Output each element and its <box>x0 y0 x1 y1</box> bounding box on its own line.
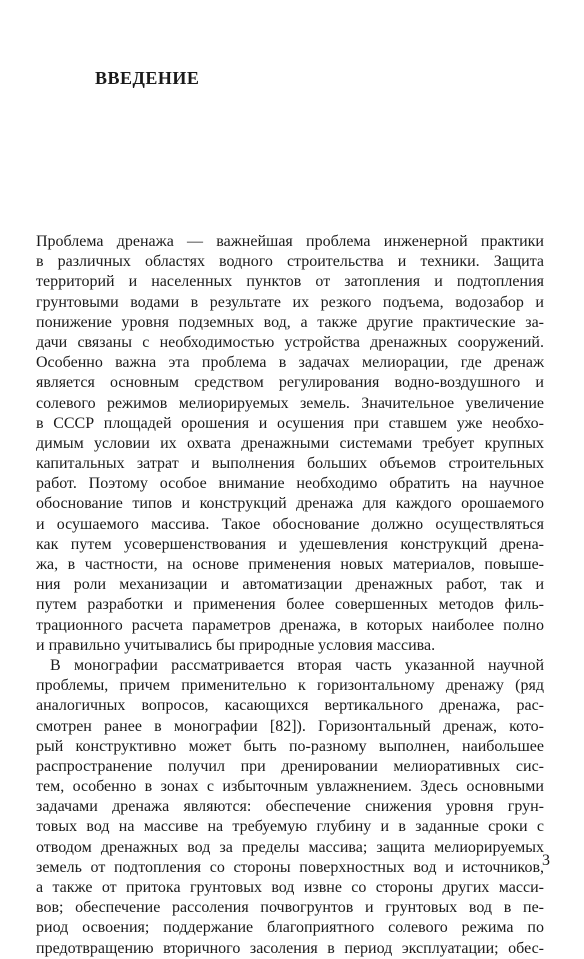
text-line: ния роли механизации и автоматизации дренажных работ, так и <box>36 576 544 594</box>
text-line: земель от подтопления со стороны поверхностных вод и источников, <box>36 858 544 876</box>
text-line: товых вод на массиве на требуемую глубину и в заданные сроки с <box>36 818 544 836</box>
text-line: а также от притока грунтовых вод извне со стороны других масси- <box>36 879 544 896</box>
text-line: в различных областях водного строительства и техники. Защита <box>36 253 544 271</box>
text-line: является основным средством регулирования водно-воздушного и <box>36 374 544 392</box>
text-line: в СССР площадей орошения и осушения при ставшем уже необхо- <box>36 414 544 432</box>
text-line: и осушаемого массива. Такое обоснование должно осуществляться <box>36 515 544 533</box>
text-line: риод освоения; поддержание благоприятного солевого режима по <box>36 919 544 937</box>
text-line: вов; обеспечение рассоления почвогрунтов и грунтовых вод в пе- <box>36 899 544 917</box>
text-line: территорий и населенных пунктов от затопления и подтопления <box>36 273 544 291</box>
text-line: аналогичных вопросов, касающихся вертикального дренажа, рас- <box>36 697 544 715</box>
text-line: работ. Поэтому особое внимание необходимо обратить на научное <box>36 475 544 493</box>
text-line: предотвращению вторичного засоления в период эксплуатации; обес- <box>36 939 544 957</box>
text-line: задачами дренажа являются: обеспечение снижения уровня грун- <box>36 798 544 816</box>
text-line: В монографии рассматривается вторая часть указанной научной <box>50 656 544 674</box>
text-line: солевого режимов мелиорируемых земель. Значительное увеличение <box>36 394 544 412</box>
text-line: рый конструктивно может быть по-разному выполнен, наибольшее <box>36 737 544 755</box>
text-line: тем, особенно в зонах с избыточным увлажнением. Здесь основными <box>36 778 544 796</box>
text-line: отводом дренажных вод за пределы массива; защита мелиорируемых <box>36 838 544 856</box>
text-line: грунтовыми водами в результате их резкого подъема, водозабор и <box>36 293 544 311</box>
page-number: 3 <box>542 852 550 869</box>
text-line: жа, в частности, на основе применения новых материалов, повыше- <box>36 556 544 573</box>
text-line: димым условии их охвата дренажными системами требует крупных <box>36 434 544 452</box>
text-line: обоснование типов и конструкций дренажа для каждого орошаемого <box>36 495 544 513</box>
text-line: понижение уровня подземных вод, а также другие практические за- <box>36 313 544 331</box>
text-line: как путем усовершенствования и удешевления конструкций дрена- <box>36 535 544 553</box>
text-line: Особенно важна эта проблема в задачах мелиорации, где дренаж <box>36 354 544 372</box>
text-line: дачи связаны с необходимостью устройства дренажных сооружений. <box>36 333 544 351</box>
text-line: Проблема дренажа — важнейшая проблема инженерной практики <box>36 233 544 250</box>
text-line: трационного расчета параметров дренажа, в которых наиболее полно <box>36 616 544 634</box>
text-line: путем разработки и применения более совершенных методов филь- <box>36 596 544 614</box>
text-line: капитальных затрат и выполнения больших объемов строительных <box>36 455 544 473</box>
chapter-heading: ВВЕДЕНИЕ <box>95 68 200 88</box>
text-line: распространение получил при дренировании мелиоративных сис- <box>36 757 544 775</box>
text-line: проблемы, причем применительно к горизонтальному дренажу (ряд <box>36 677 544 695</box>
text-line: и правильно учитывались бы природные условия массива. <box>36 636 436 654</box>
body-text <box>36 232 544 959</box>
text-line: смотрен ранее в монографии [82]). Горизонтальный дренаж, кото- <box>36 717 544 735</box>
